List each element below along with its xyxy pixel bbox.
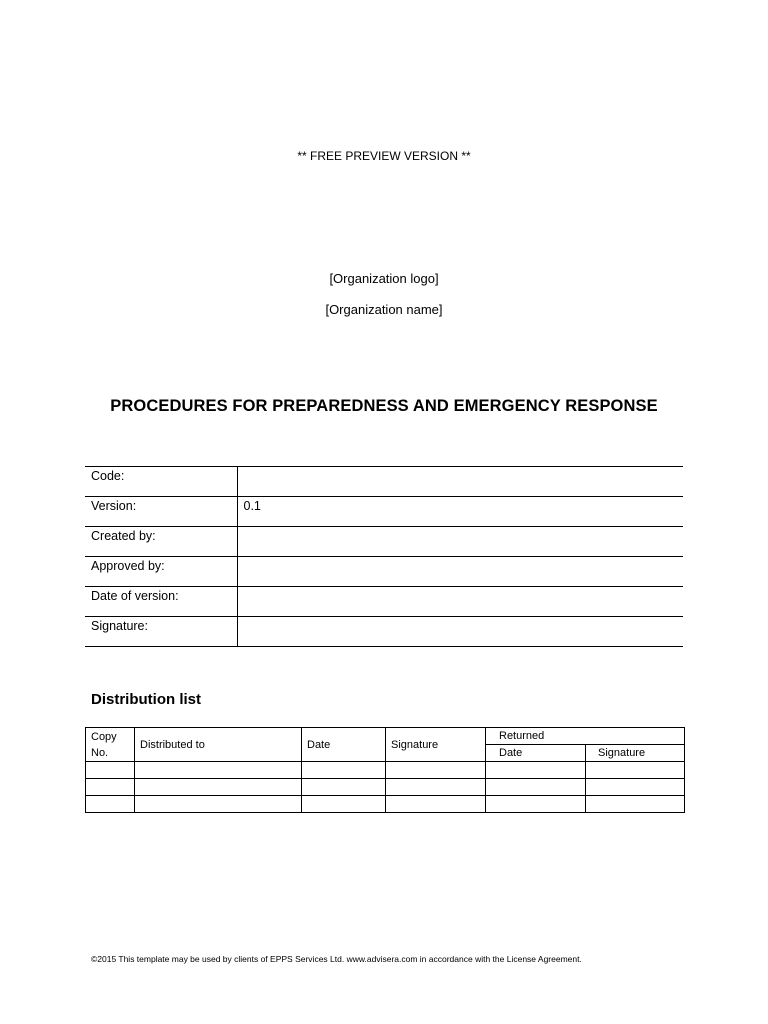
info-row-approved-by <box>85 557 683 587</box>
empty-cell <box>586 762 685 779</box>
preview-banner: ** FREE PREVIEW VERSION ** <box>297 149 471 163</box>
copy-no-header-line1: Copy <box>91 731 117 743</box>
info-value: 0.1 <box>237 497 683 527</box>
empty-cell <box>302 779 386 796</box>
info-label: Version: <box>85 497 237 527</box>
distribution-list-heading: Distribution list <box>91 691 201 708</box>
copy-no-header-line2: No. <box>91 747 109 759</box>
signature-header: Signature <box>386 728 486 762</box>
info-value <box>237 587 683 617</box>
info-row-code <box>85 467 683 497</box>
distributed-to-header: Distributed to <box>135 728 302 762</box>
empty-cell <box>135 796 302 813</box>
info-value <box>237 617 683 647</box>
document-info-table <box>85 466 683 647</box>
returned-date-header: Date <box>486 745 586 762</box>
info-value <box>237 557 683 587</box>
info-label: Date of version: <box>85 587 237 617</box>
empty-cell <box>386 779 486 796</box>
empty-cell <box>386 796 486 813</box>
date-header: Date <box>302 728 386 762</box>
distribution-list-table <box>85 727 685 813</box>
info-label: Approved by: <box>85 557 237 587</box>
info-value <box>237 527 683 557</box>
info-value <box>237 467 683 497</box>
info-row-date-of-version <box>85 587 683 617</box>
table-row <box>86 762 685 779</box>
empty-cell <box>302 762 386 779</box>
empty-cell <box>302 796 386 813</box>
table-row <box>86 796 685 813</box>
info-row-version <box>85 497 683 527</box>
empty-cell <box>135 779 302 796</box>
empty-cell <box>586 779 685 796</box>
copy-no-header <box>86 728 135 762</box>
table-row <box>86 779 685 796</box>
empty-cell <box>386 762 486 779</box>
info-row-created-by <box>85 527 683 557</box>
empty-cell <box>486 779 586 796</box>
empty-cell <box>486 762 586 779</box>
document-title: PROCEDURES FOR PREPAREDNESS AND EMERGENCY RESPONSE <box>110 397 658 415</box>
empty-cell <box>586 796 685 813</box>
organization-name-placeholder: [Organization name] <box>325 302 443 317</box>
organization-logo-placeholder: [Organization logo] <box>329 271 439 286</box>
distribution-header-row <box>86 728 685 745</box>
empty-cell <box>86 796 135 813</box>
returned-header: Returned <box>486 728 685 745</box>
footer-copyright: ©2015 This template may be used by clients of EPPS Services Ltd. www.advisera.com in accordance with the License Agreement. <box>91 954 582 964</box>
info-label: Code: <box>85 467 237 497</box>
info-label: Signature: <box>85 617 237 647</box>
empty-cell <box>135 762 302 779</box>
empty-cell <box>86 779 135 796</box>
info-row-signature <box>85 617 683 647</box>
empty-cell <box>486 796 586 813</box>
returned-signature-header: Signature <box>586 745 685 762</box>
info-label: Created by: <box>85 527 237 557</box>
empty-cell <box>86 762 135 779</box>
